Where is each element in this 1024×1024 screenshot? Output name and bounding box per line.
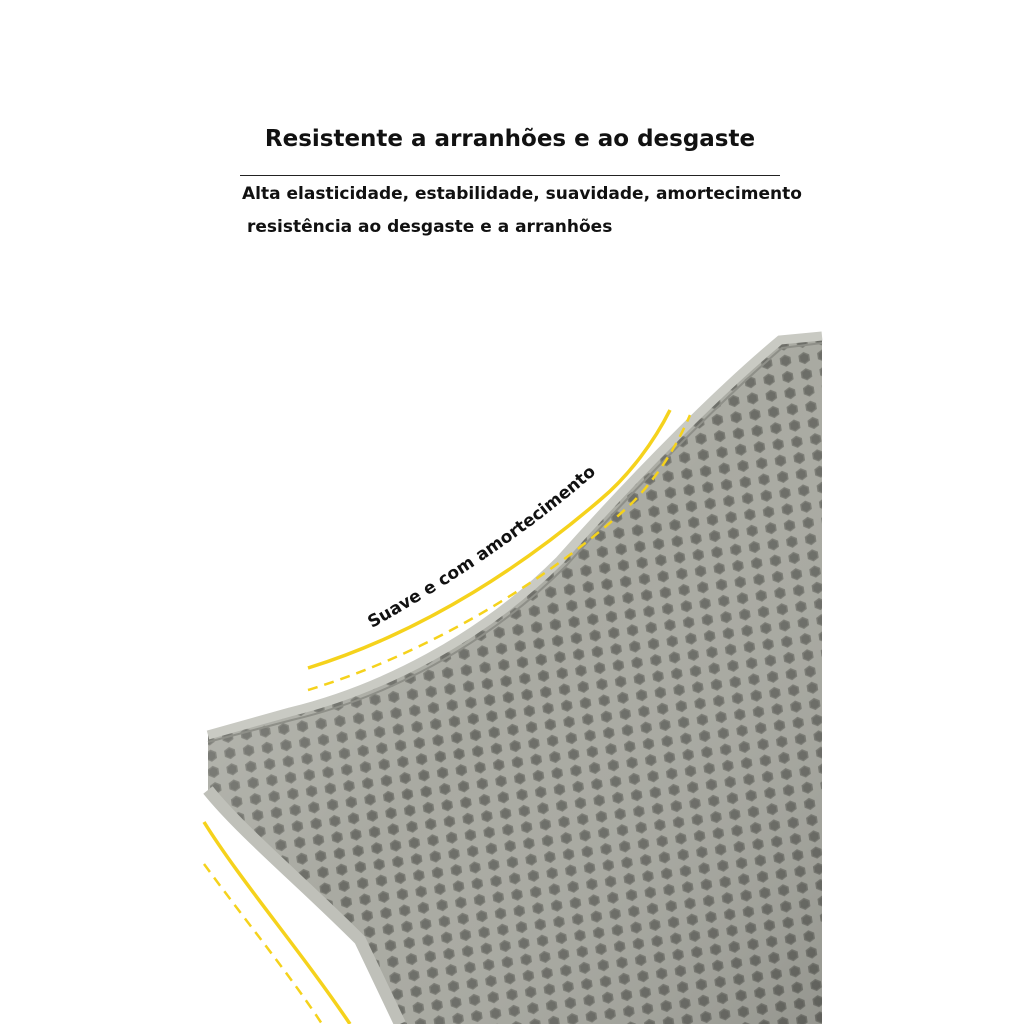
subtitle-line-1: Alta elasticidade, estabilidade, suavidade, amortecimento <box>242 184 802 204</box>
curve-label: Suave e com amortecimento <box>364 461 600 633</box>
subtitle-line-2: resistência ao desgaste e a arranhões <box>247 217 613 237</box>
honeycomb-mat <box>208 336 822 1024</box>
headline: Resistente a arranhões e ao desgaste <box>264 126 756 152</box>
